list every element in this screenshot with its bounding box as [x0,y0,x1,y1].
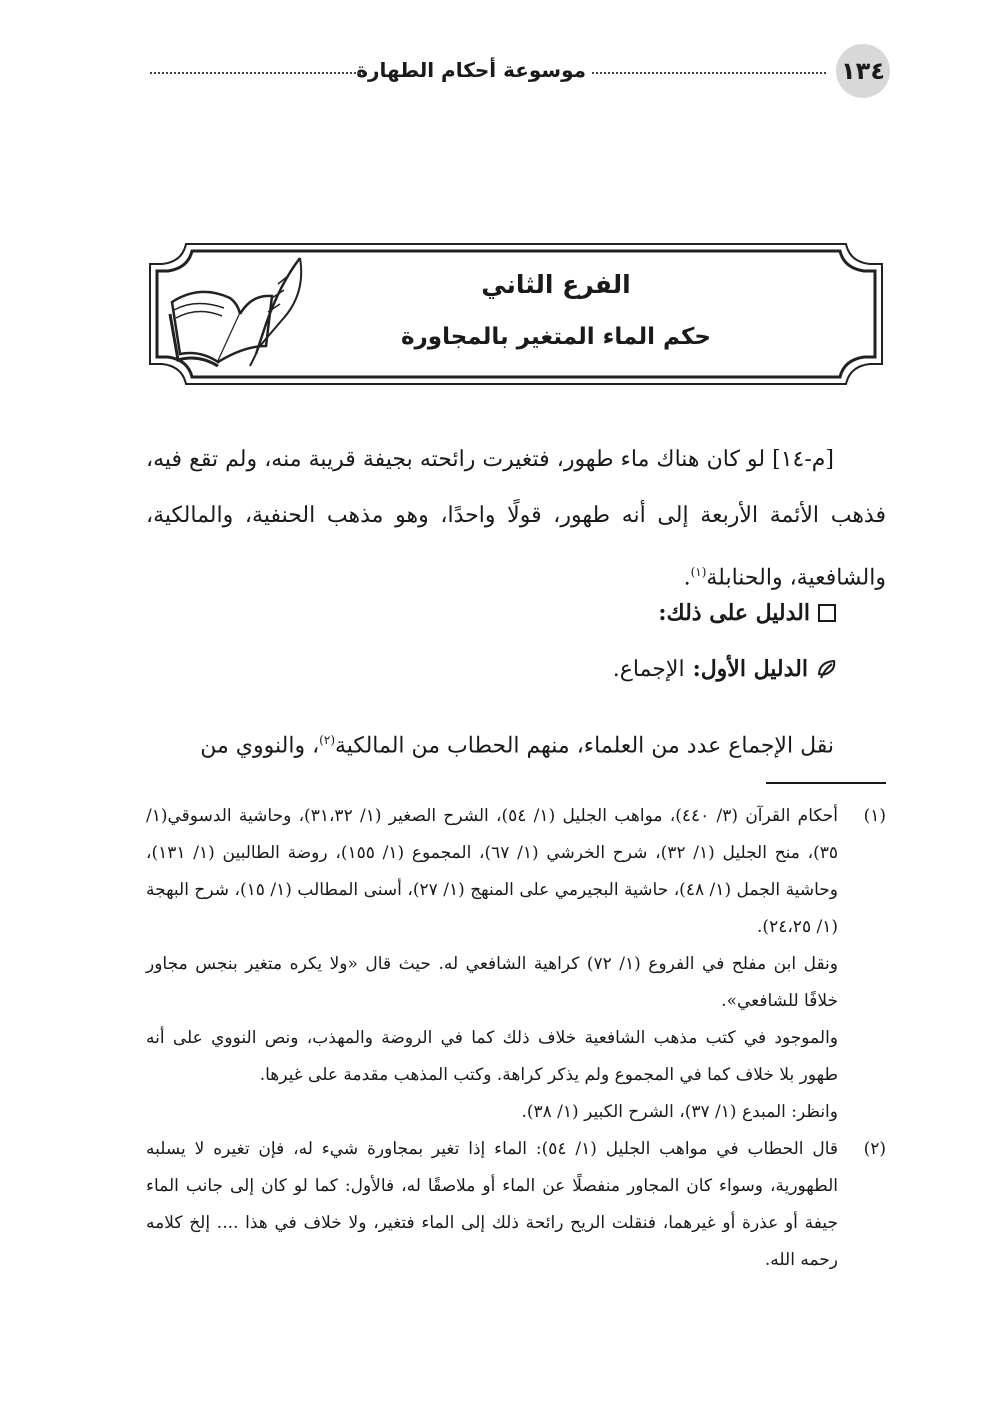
footnote-1-para-1: أحكام القرآن (٣/ ٤٤٠)، مواهب الجليل (١/ ٥٤)، الشرح الصغير (١/ ٣١،٣٢)، وحاشية الدسوقي(١/ ٣٥)، منح الجليل (١/ ٣٢)، شرح الخرشي (١/ ٦٧)، المجموع (١/ ١٥٥)، روضة الطالبين (١/ ١٣١)، وحاشية الجمل (١/ ٤٨)، حاشية البجيرمي على المنهج (١/ ٢٧)، أسنى المطالب (١/ ١٥)، شرح البهجة (١/ ٢٤،٢٥). [146,806,839,937]
footnote-marker-2: (٢) [319,733,335,747]
footnote-2-number: (٢) [863,1139,886,1159]
footnote-separator [766,782,886,784]
paragraph-2-before: نقل الإجماع عدد من العلماء، منهم الحطاب من المالكية [335,733,834,759]
footnotes [146,798,886,1279]
footnote-2-para-1: قال الحطاب في مواهب الجليل (١/ ٥٤): الماء إذا تغير بمجاورة شيء له، فإن تغيره لا يسلبه الطهورية، وسواء كان المجاور منفصلًا عن الماء أو ملاصقًا له، فالأول: كما لو كان إلى جانب الماء جيفة أو عذرة أو غيرهما، فنقلت الريح رائحة ذلك إلى الماء فتغير، ولا خلاف في هذا .... إلخ كلامه رحمه الله. [146,1139,839,1270]
first-evidence-label: الدليل الأول: [692,656,808,682]
heading-frame [146,240,886,388]
first-evidence [146,656,836,682]
book-quill-icon [160,254,310,374]
footnote-1-para-2: ونقل ابن مفلح في الفروع (١/ ٧٢) كراهية الشافعي له. حيث قال «ولا يكره متغير بنجس مجاور خلافًا للشافعي». [146,954,838,1011]
evidence-heading-text: الدليل على ذلك: [658,600,810,626]
leaf-ornament-icon [816,658,836,680]
paragraph-1-text: [م-١٤] لو كان هناك ماء طهور، فتغيرت رائحته بجيفة قريبة منه، ولم تقع فيه، فذهب الأئمة الأربعة إلى أنه طهور، قولًا واحدًا، وهو مذهب الحنفية، والمالكية، والشافعية، والحنابلة [146,447,886,591]
body-paragraph-1 [146,432,886,606]
running-title: موسوعة أحكام الطهارة [356,58,586,82]
footnote-1-para-4: وانظر: المبدع (١/ ٣٧)، الشرح الكبير (١/ ٣٨). [521,1102,838,1122]
evidence-heading [146,600,836,626]
footnote-1 [146,798,886,1131]
paragraph-1-end: . [683,565,691,591]
heading-title: الفرع الثاني [481,270,631,299]
footnote-marker-1: (١) [690,565,707,579]
page-number: ١٣٤ [836,44,890,98]
paragraph-2-after: ، والنووي من [200,733,320,759]
heading-subtitle: حكم الماء المتغير بالمجاورة [400,324,711,350]
body-paragraph-2 [146,712,886,774]
footnote-2 [146,1131,886,1279]
first-evidence-value: الإجماع. [612,656,685,682]
footnote-1-number: (١) [863,806,886,826]
square-bullet-icon [818,604,836,622]
header-dots-right [592,72,826,74]
header-dots-left [150,72,364,74]
footnote-1-para-3: والموجود في كتب مذهب الشافعية خلاف ذلك كما في الروضة والمهذب، ونص النووي على أنه طهور بلا خلاف كما في المجموع ولم يذكر كراهة. وكتب المذهب مقدمة على غيرها. [146,1028,838,1085]
